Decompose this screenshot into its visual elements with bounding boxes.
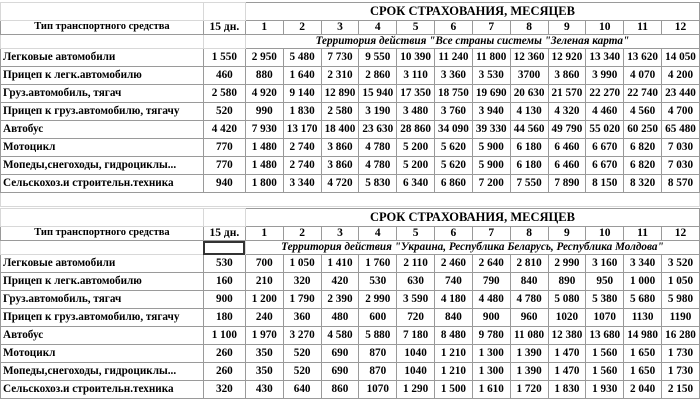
rate-cell: 55 020 <box>586 121 624 139</box>
rate-cell: 5 380 <box>586 291 624 309</box>
rate-cell: 260 <box>203 363 245 381</box>
rate-cell: 1 100 <box>203 327 245 345</box>
rate-cell: 240 <box>245 309 283 327</box>
type-column-header: Тип транспортного средства <box>1 227 204 241</box>
rate-cell: 4 130 <box>510 103 548 121</box>
rate-cell: 1 800 <box>245 175 283 193</box>
rate-cell: 960 <box>510 309 548 327</box>
rate-cell: 2 950 <box>245 49 283 67</box>
period-header: 9 <box>548 227 586 241</box>
rate-cell: 18 400 <box>321 121 359 139</box>
rate-cell: 890 <box>548 273 586 291</box>
rate-cell: 6 670 <box>586 157 624 175</box>
rate-cell: 160 <box>203 273 245 291</box>
rate-cell: 1 470 <box>548 363 586 381</box>
period-header: 6 <box>435 227 473 241</box>
rate-cell: 4 580 <box>321 327 359 345</box>
rate-cell: 3 110 <box>397 67 435 85</box>
rate-cell: 3 190 <box>359 103 397 121</box>
rate-cell: 5 680 <box>624 291 662 309</box>
rate-cell: 420 <box>321 273 359 291</box>
rate-cell: 2 150 <box>661 381 699 399</box>
blank-cell <box>1 209 204 227</box>
rate-cell: 360 <box>283 309 321 327</box>
rate-cell: 5 880 <box>359 327 397 345</box>
rate-cell: 1 650 <box>624 345 662 363</box>
rate-cell: 13 620 <box>624 49 662 67</box>
rate-cell: 2 580 <box>203 85 245 103</box>
period-header: 2 <box>283 21 321 35</box>
rate-cell: 520 <box>283 363 321 381</box>
period-header: 11 <box>624 227 662 241</box>
rate-cell: 3 340 <box>283 175 321 193</box>
period-header: 4 <box>359 227 397 241</box>
period-header: 5 <box>397 21 435 35</box>
rate-cell: 4 180 <box>435 291 473 309</box>
rate-cell: 1 650 <box>624 363 662 381</box>
rate-cell: 4 420 <box>203 121 245 139</box>
rate-cell: 3 590 <box>397 291 435 309</box>
rate-cell: 6 180 <box>510 157 548 175</box>
rate-cell: 1 480 <box>245 139 283 157</box>
rate-cell: 530 <box>359 273 397 291</box>
rate-cell: 3 360 <box>435 67 473 85</box>
rate-cell: 3 990 <box>586 67 624 85</box>
rate-cell: 210 <box>245 273 283 291</box>
rate-cell: 1 830 <box>283 103 321 121</box>
rate-cell: 12 890 <box>321 85 359 103</box>
rate-cell: 4 070 <box>624 67 662 85</box>
rate-cell: 5 200 <box>397 139 435 157</box>
rate-cell: 520 <box>283 345 321 363</box>
rate-cell: 7 550 <box>510 175 548 193</box>
rate-cell: 770 <box>203 139 245 157</box>
rate-cell: 840 <box>510 273 548 291</box>
rate-cell: 19 690 <box>472 85 510 103</box>
rate-cell: 4 780 <box>359 139 397 157</box>
rate-cell: 1 760 <box>359 255 397 273</box>
territory-label: Территория действия "Все страны системы "Зеленая карта" <box>245 35 699 49</box>
rate-cell: 1 560 <box>586 363 624 381</box>
rate-cell: 2 310 <box>321 67 359 85</box>
rate-cell: 15 940 <box>359 85 397 103</box>
rate-cell: 2 860 <box>359 67 397 85</box>
rate-cell: 44 560 <box>510 121 548 139</box>
rate-cell: 13 170 <box>283 121 321 139</box>
rate-cell: 5 080 <box>548 291 586 309</box>
rate-cell: 3 340 <box>624 255 662 273</box>
rate-cell: 2 580 <box>321 103 359 121</box>
rate-cell: 3 480 <box>397 103 435 121</box>
rate-cell: 8 150 <box>586 175 624 193</box>
rate-cell: 790 <box>472 273 510 291</box>
rate-cell: 5 480 <box>283 49 321 67</box>
rate-cell: 14 050 <box>661 49 699 67</box>
vehicle-type-cell: Сельскохоз.и строительн.техника <box>1 175 204 193</box>
rate-cell: 60 250 <box>624 121 662 139</box>
rate-cell: 1 300 <box>472 363 510 381</box>
rate-cell: 2 810 <box>510 255 548 273</box>
vehicle-type-cell: Мотоцикл <box>1 139 204 157</box>
rate-cell: 900 <box>472 309 510 327</box>
rate-cell: 940 <box>203 175 245 193</box>
vehicle-type-cell: Сельскохоз.и строительн.техника <box>1 381 204 399</box>
rate-cell: 7 890 <box>548 175 586 193</box>
rate-cell: 14 980 <box>624 327 662 345</box>
rate-cell: 860 <box>321 381 359 399</box>
rate-cell: 39 330 <box>472 121 510 139</box>
rate-cell: 3 530 <box>472 67 510 85</box>
rate-cell: 1130 <box>624 309 662 327</box>
rate-cell: 7 930 <box>245 121 283 139</box>
vehicle-type-cell: Прицеп к легк.автомобилю <box>1 273 204 291</box>
rate-cell: 6 820 <box>624 139 662 157</box>
rate-cell: 700 <box>245 255 283 273</box>
rate-cell: 7 180 <box>397 327 435 345</box>
vehicle-type-cell: Груз.автомобиль, тягач <box>1 291 204 309</box>
rate-cell: 1 390 <box>510 345 548 363</box>
rate-cell: 1 050 <box>661 273 699 291</box>
rate-cell: 1 000 <box>624 273 662 291</box>
rate-cell: 1 550 <box>203 49 245 67</box>
rate-cell: 3 520 <box>661 255 699 273</box>
rate-cell: 350 <box>245 345 283 363</box>
rate-cell: 4 320 <box>548 103 586 121</box>
rate-cell: 2 390 <box>321 291 359 309</box>
rate-cell: 690 <box>321 363 359 381</box>
rate-cell: 3 760 <box>435 103 473 121</box>
vehicle-type-cell: Прицеп к груз.автомобилю, тягачу <box>1 103 204 121</box>
rate-cell: 1040 <box>397 363 435 381</box>
rate-cell: 3 160 <box>586 255 624 273</box>
period-header: 12 <box>661 227 699 241</box>
rate-cell: 260 <box>203 345 245 363</box>
rate-cell: 900 <box>203 291 245 309</box>
rates-table-green-card <box>0 2 700 207</box>
rate-cell: 6 820 <box>624 157 662 175</box>
period-header: 3 <box>321 21 359 35</box>
rate-cell: 1 210 <box>435 345 473 363</box>
rate-cell: 2 110 <box>397 255 435 273</box>
rate-cell: 9 780 <box>472 327 510 345</box>
rate-cell: 1 720 <box>510 381 548 399</box>
rate-cell: 6 460 <box>548 139 586 157</box>
rate-cell: 11 080 <box>510 327 548 345</box>
rate-cell: 840 <box>435 309 473 327</box>
rate-cell: 1 210 <box>435 363 473 381</box>
blank-cell <box>203 35 245 49</box>
rate-cell: 1190 <box>661 309 699 327</box>
rate-cell: 6 340 <box>397 175 435 193</box>
rate-cell: 4 480 <box>472 291 510 309</box>
rate-cell: 1 050 <box>283 255 321 273</box>
rate-cell: 350 <box>245 363 283 381</box>
rate-cell: 11 800 <box>472 49 510 67</box>
rate-cell: 3 860 <box>548 67 586 85</box>
rate-cell: 1 410 <box>321 255 359 273</box>
rate-cell: 180 <box>203 309 245 327</box>
rate-cell: 6 460 <box>548 157 586 175</box>
rate-cell: 1 290 <box>397 381 435 399</box>
rate-cell: 3 940 <box>472 103 510 121</box>
rate-cell: 1 930 <box>586 381 624 399</box>
period-header: 15 дн. <box>203 21 245 35</box>
rate-cell: 3 860 <box>321 139 359 157</box>
rate-cell: 12 380 <box>548 327 586 345</box>
rate-cell: 1040 <box>397 345 435 363</box>
rate-cell: 2 040 <box>624 381 662 399</box>
period-header: 7 <box>472 227 510 241</box>
period-header: 9 <box>548 21 586 35</box>
rate-cell: 5 900 <box>472 139 510 157</box>
rate-cell: 950 <box>586 273 624 291</box>
term-header: СРОК СТРАХОВАНИЯ, МЕСЯЦЕВ <box>245 209 699 227</box>
rate-cell: 990 <box>245 103 283 121</box>
period-header: 7 <box>472 21 510 35</box>
rate-cell: 1 560 <box>586 345 624 363</box>
rate-cell: 1 200 <box>245 291 283 309</box>
rate-cell: 10 390 <box>397 49 435 67</box>
rate-cell: 6 180 <box>510 139 548 157</box>
rate-cell: 5 620 <box>435 139 473 157</box>
rate-cell: 4 560 <box>624 103 662 121</box>
rate-cell: 600 <box>359 309 397 327</box>
rate-cell: 1 730 <box>661 345 699 363</box>
rate-cell: 2 460 <box>435 255 473 273</box>
rate-cell: 5 620 <box>435 157 473 175</box>
vehicle-type-cell: Автобус <box>1 327 204 345</box>
rate-cell: 22 740 <box>624 85 662 103</box>
blank-cell <box>1 3 204 21</box>
rate-cell: 1 390 <box>510 363 548 381</box>
rate-cell: 28 860 <box>397 121 435 139</box>
rate-cell: 5 830 <box>359 175 397 193</box>
rate-cell: 65 480 <box>661 121 699 139</box>
rate-cell: 1 610 <box>472 381 510 399</box>
rate-cell: 13 340 <box>586 49 624 67</box>
rate-cell: 16 280 <box>661 327 699 345</box>
rate-cell: 1 830 <box>548 381 586 399</box>
rate-cell: 1 790 <box>283 291 321 309</box>
rate-cell: 20 630 <box>510 85 548 103</box>
rate-cell: 7 030 <box>661 139 699 157</box>
rate-cell: 22 270 <box>586 85 624 103</box>
period-header: 2 <box>283 227 321 241</box>
rate-cell: 17 350 <box>397 85 435 103</box>
vehicle-type-cell: Легковые автомобили <box>1 255 204 273</box>
vehicle-type-cell: Мопеды,снегоходы, гидроциклы... <box>1 363 204 381</box>
rate-cell: 1020 <box>548 309 586 327</box>
rate-cell: 880 <box>245 67 283 85</box>
rate-cell: 5 980 <box>661 291 699 309</box>
type-column-header: Тип транспортного средства <box>1 21 204 35</box>
rate-cell: 1 500 <box>435 381 473 399</box>
rate-cell: 13 680 <box>586 327 624 345</box>
rate-cell: 4 460 <box>586 103 624 121</box>
vehicle-type-cell: Легковые автомобили <box>1 49 204 67</box>
rate-cell: 34 090 <box>435 121 473 139</box>
rate-cell: 12 360 <box>510 49 548 67</box>
rate-cell: 320 <box>283 273 321 291</box>
vehicle-type-cell: Автобус <box>1 121 204 139</box>
rate-cell: 3700 <box>510 67 548 85</box>
rate-cell: 9 550 <box>359 49 397 67</box>
period-header: 5 <box>397 227 435 241</box>
rate-cell: 480 <box>321 309 359 327</box>
period-header: 10 <box>586 21 624 35</box>
period-header: 10 <box>586 227 624 241</box>
rate-cell: 720 <box>397 309 435 327</box>
rate-cell: 2 990 <box>359 291 397 309</box>
period-header: 8 <box>510 21 548 35</box>
rate-cell: 8 570 <box>661 175 699 193</box>
period-header: 11 <box>624 21 662 35</box>
rate-cell: 1 970 <box>245 327 283 345</box>
rate-cell: 23 630 <box>359 121 397 139</box>
blank-cell <box>1 35 204 49</box>
vehicle-type-cell: Груз.автомобиль, тягач <box>1 85 204 103</box>
period-header: 8 <box>510 227 548 241</box>
rate-cell: 6 670 <box>586 139 624 157</box>
period-header: 4 <box>359 21 397 35</box>
rate-cell: 1070 <box>586 309 624 327</box>
rate-cell: 320 <box>203 381 245 399</box>
rate-cell: 870 <box>359 345 397 363</box>
period-header: 1 <box>245 227 283 241</box>
rate-cell: 4 200 <box>661 67 699 85</box>
rate-cell: 7 030 <box>661 157 699 175</box>
rate-cell: 12 920 <box>548 49 586 67</box>
rate-cell: 460 <box>203 67 245 85</box>
rate-cell: 4 720 <box>321 175 359 193</box>
vehicle-type-cell: Прицеп к легк.автомобилю <box>1 67 204 85</box>
rate-cell: 23 440 <box>661 85 699 103</box>
blank-cell <box>203 209 245 227</box>
rates-table-ukraine-belarus-moldova <box>0 208 700 399</box>
rate-cell: 4 700 <box>661 103 699 121</box>
period-header: 15 дн. <box>203 227 245 241</box>
rate-cell: 8 480 <box>435 327 473 345</box>
rate-cell: 9 140 <box>283 85 321 103</box>
term-header: СРОК СТРАХОВАНИЯ, МЕСЯЦЕВ <box>245 3 699 21</box>
rate-cell: 5 900 <box>472 157 510 175</box>
rate-cell: 1 480 <box>245 157 283 175</box>
rate-cell: 7 730 <box>321 49 359 67</box>
rate-cell: 4 780 <box>510 291 548 309</box>
rate-cell: 530 <box>203 255 245 273</box>
rate-cell: 6 860 <box>435 175 473 193</box>
rate-cell: 2 640 <box>472 255 510 273</box>
period-header: 1 <box>245 21 283 35</box>
rate-cell: 1 730 <box>661 363 699 381</box>
rate-cell: 740 <box>435 273 473 291</box>
rate-cell: 8 320 <box>624 175 662 193</box>
rate-cell: 430 <box>245 381 283 399</box>
rate-cell: 1 470 <box>548 345 586 363</box>
territory-label: Территория действия "Украина, Республика Беларусь, Республика Молдова" <box>245 241 699 255</box>
rate-cell: 2 990 <box>548 255 586 273</box>
vehicle-type-cell: Мотоцикл <box>1 345 204 363</box>
rate-cell: 630 <box>397 273 435 291</box>
rate-cell: 1 640 <box>283 67 321 85</box>
period-header: 3 <box>321 227 359 241</box>
rate-cell: 690 <box>321 345 359 363</box>
period-header: 6 <box>435 21 473 35</box>
rate-cell: 7 200 <box>472 175 510 193</box>
rate-cell: 3 270 <box>283 327 321 345</box>
rate-cell: 2 740 <box>283 157 321 175</box>
spacer-row <box>1 193 700 207</box>
rate-cell: 11 240 <box>435 49 473 67</box>
rate-cell: 640 <box>283 381 321 399</box>
vehicle-type-cell: Прицеп к груз.автомобилю, тягачу <box>1 309 204 327</box>
vehicle-type-cell: Мопеды,снегоходы, гидроциклы... <box>1 157 204 175</box>
rate-cell: 2 740 <box>283 139 321 157</box>
rate-cell: 3 860 <box>321 157 359 175</box>
rate-cell: 4 920 <box>245 85 283 103</box>
rate-cell: 18 750 <box>435 85 473 103</box>
rate-cell: 5 200 <box>397 157 435 175</box>
rate-cell: 1070 <box>359 381 397 399</box>
blank-cell <box>203 3 245 21</box>
rate-cell: 49 790 <box>548 121 586 139</box>
rate-cell: 1 300 <box>472 345 510 363</box>
selected-cell[interactable] <box>203 241 245 255</box>
rate-cell: 770 <box>203 157 245 175</box>
rate-cell: 21 570 <box>548 85 586 103</box>
rate-cell: 4 780 <box>359 157 397 175</box>
rate-cell: 520 <box>203 103 245 121</box>
rate-cell: 870 <box>359 363 397 381</box>
period-header: 12 <box>661 21 699 35</box>
blank-cell <box>1 241 204 255</box>
